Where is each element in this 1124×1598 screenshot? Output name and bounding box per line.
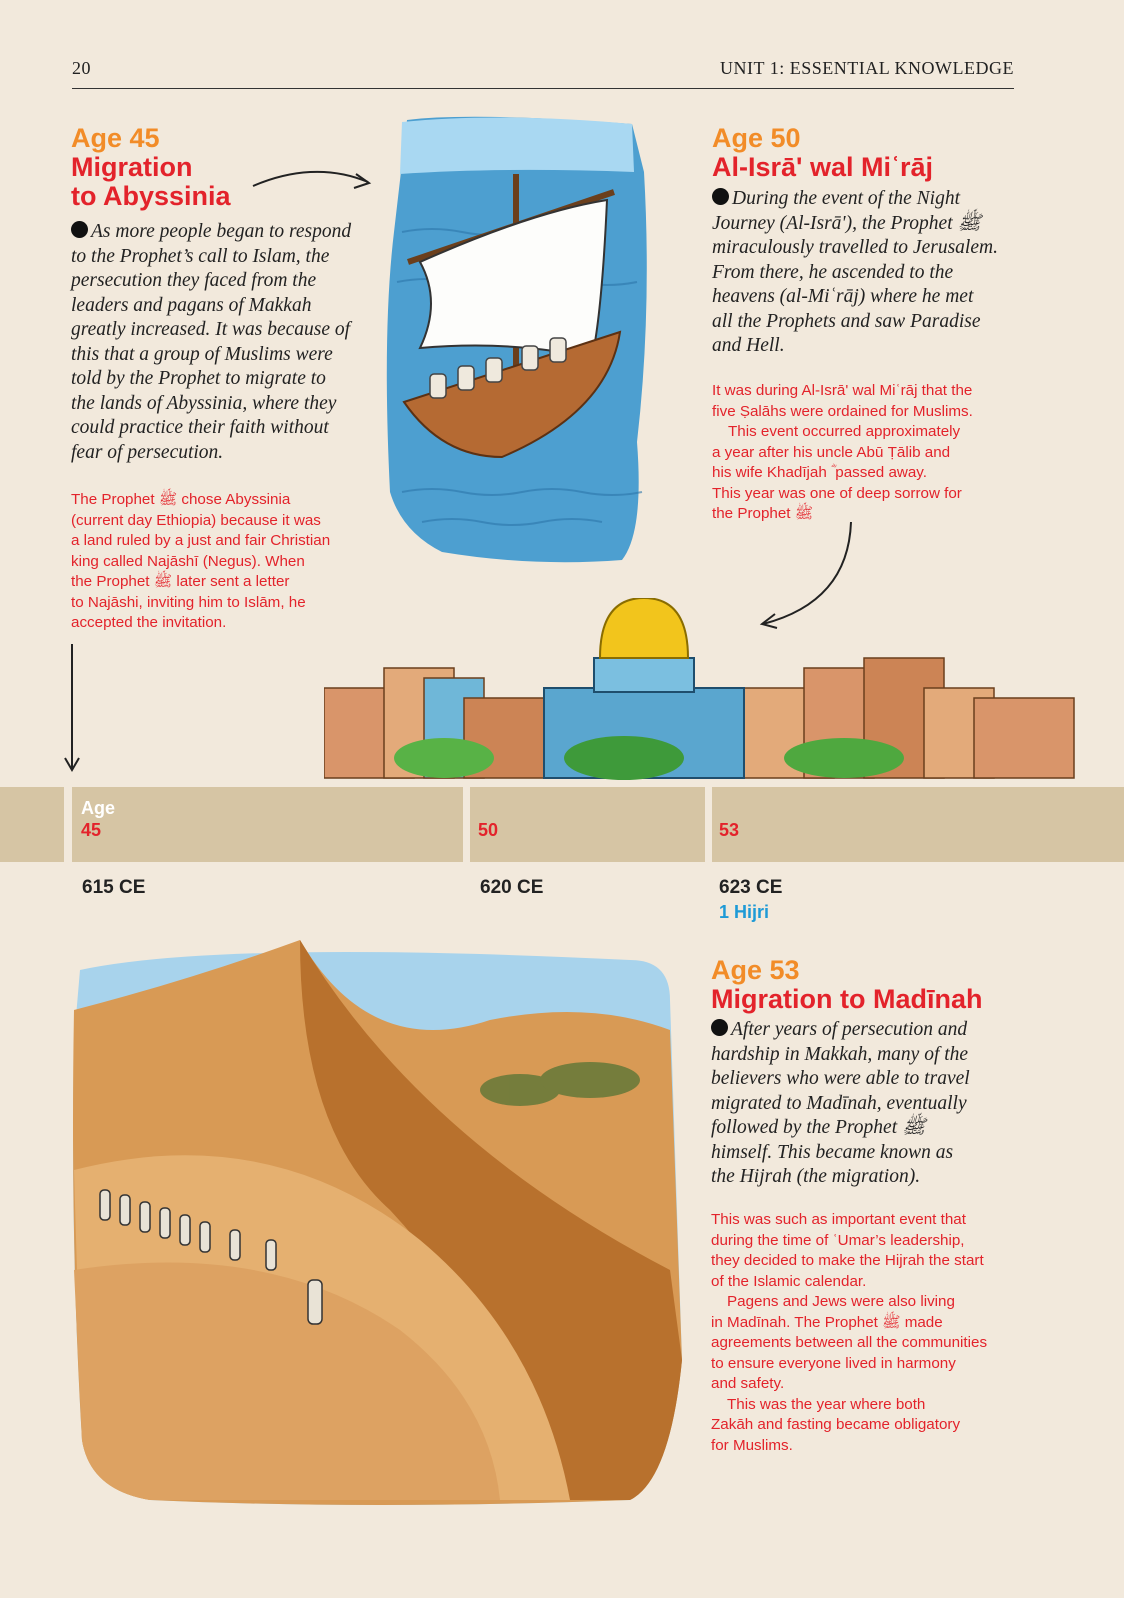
section-note: The Prophet ﷺ chose Abyssinia (current day Ethiopia) because it was a land ruled by a just and fair Christian king called Najāshī (Negus). When the Prophet ﷺ later sent a letter to Najāshi, inviting him to Islām, he accepted the invitation. xyxy=(71,491,331,631)
section-age: Age 45 xyxy=(71,123,160,153)
section-title: Al-Isrā' wal Miʿrāj xyxy=(712,152,933,182)
timeline-age-label: Age xyxy=(81,798,116,818)
timeline-age: 53 xyxy=(719,820,740,840)
timeline-segment xyxy=(72,787,463,862)
section-note: This was such as important event that during the time of ʿUmar’s leadership, they decided to make the Hijrah the start of the Islamic calendar. Pagens and Jews were also living in Madīnah. The Prophet ﷺ made agreements between all the communities to ensure everyone lived in harmony and safety. This was the year where both Zakāh and fasting became obligatory for Muslims. xyxy=(711,1211,988,1454)
bullet-icon xyxy=(71,221,88,238)
timeline-age: 50 xyxy=(478,820,499,840)
timeline-date: 615 CE xyxy=(82,877,146,898)
timeline-date: 623 CE xyxy=(719,877,783,898)
arrow-icon xyxy=(250,160,380,200)
section-body: During the event of the Night Journey (Al-Isrā'), the Prophet ﷺ miraculously travelled to Jerusalem. From there, he ascended to the heavens (al-Miʿrāj) where he met all the Prophets and saw Paradise and Hell. xyxy=(712,188,998,356)
ship-illustration xyxy=(382,112,654,567)
desert-illustration xyxy=(70,940,685,1510)
section-israa xyxy=(712,124,1042,182)
section-note: It was during Al-Isrā' wal Miʿrāj that the five Ṣalāhs were ordained for Muslims. This event occurred approximately a year after his uncle Abū Ṭālib and his wife Khadījah ؓ passed away. This year was one of deep sorrow for the Prophet ﷺ xyxy=(712,382,973,522)
section-title: to Abyssinia xyxy=(71,181,231,211)
timeline-hijri: 1 Hijri xyxy=(719,902,770,922)
timeline-segment xyxy=(470,787,705,862)
section-body: After years of persecution and hardship in Makkah, many of the believers who were able to travel migrated to Madīnah, eventually followed by the Prophet ﷺ himself. This became known as the Hijrah (the migration). xyxy=(711,1019,970,1187)
jerusalem-illustration xyxy=(324,598,1082,780)
bullet-icon xyxy=(711,1019,728,1036)
timeline-segment xyxy=(712,787,1124,862)
unit-title: UNIT 1: ESSENTIAL KNOWLEDGE xyxy=(720,58,1014,78)
section-title: Migration to Madīnah xyxy=(711,984,983,1014)
timeline-date: 620 CE xyxy=(480,877,544,898)
section-age: Age 53 xyxy=(711,955,800,985)
section-body: As more people began to respond to the Prophet’s call to Islam, the persecution they faced from the leaders and pagans of Makkah greatly increased. It was because of this that a group of Muslims were told by the Prophet to migrate to the lands of Abyssinia, where they could practice their faith without fear of persecution. xyxy=(71,221,352,463)
timeline-age: 45 xyxy=(81,820,102,840)
down-arrow-icon xyxy=(62,644,82,774)
timeline-band xyxy=(0,787,64,862)
section-age: Age 50 xyxy=(712,123,801,153)
header-rule xyxy=(72,88,1014,89)
bullet-icon xyxy=(712,188,729,205)
page-number: 20 xyxy=(72,58,91,78)
section-title: Migration xyxy=(71,152,193,182)
section-madinah xyxy=(711,956,1041,1014)
